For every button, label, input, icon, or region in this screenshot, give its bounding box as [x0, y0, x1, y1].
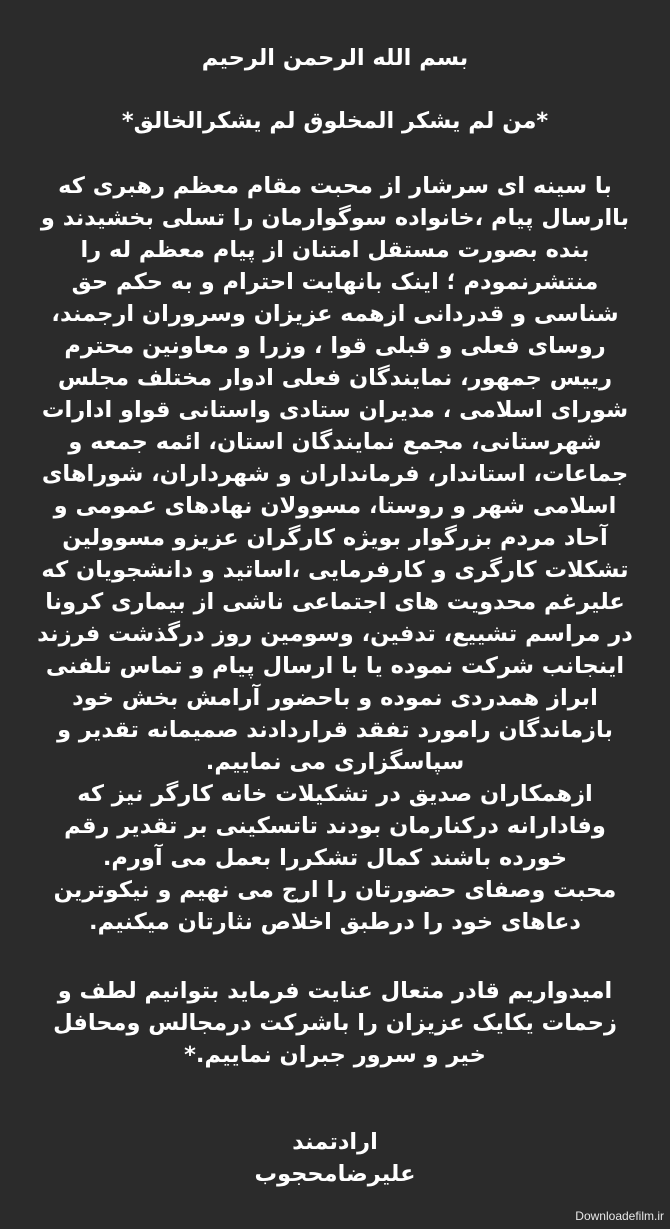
body-line: اینجانب شرکت نموده یا با ارسال پیام و تماس تلفنی	[45, 653, 625, 679]
body-line: خورده باشند کمال تشکررا بعمل می آورم.	[102, 845, 568, 871]
body-line: اسلامی شهر و روستا، مسوولان نهادهای عمومی و	[53, 493, 617, 519]
signature-title: ارادتمند	[292, 1129, 378, 1155]
body-line: ازهمکاران صدیق در تشکیلات خانه کارگر نیز که	[77, 781, 593, 807]
closing-line: امیدواریم قادر متعال عنایت فرماید بتوانیم لطف و	[57, 978, 613, 1004]
body-line: با سینه ای سرشار از محبت مقام معظم رهبری که	[58, 173, 612, 199]
body-line: محبت وصفای حضورتان را ارج می نهیم و نیکوترین	[53, 877, 617, 903]
body-line: دعاهای خود را درطبق اخلاص نثارتان میکنیم.	[89, 909, 581, 935]
body-line: جماعات، استاندار، فرمانداران و شهرداران، شوراهای	[41, 461, 629, 487]
signature-name: علیرضامحجوب	[254, 1161, 416, 1187]
body-line: بنده بصورت مستقل امتنان از پیام معظم له را	[80, 237, 590, 263]
body-line: شورای اسلامی ، مدیران ستادی واستانی قواو ادارات	[41, 397, 629, 423]
body-line: شهرستانی، مجمع نمایندگان استان، ائمه جمعه و	[68, 429, 602, 455]
closing-line: زحمات یکایک عزیزان را باشرکت درمجالس ومحافل	[53, 1010, 617, 1036]
body-line: آحاد مردم بزرگوار بویژه کارگران عزیزو مسوولین	[62, 525, 608, 551]
body-line: بازماندگان رامورد تفقد قراردادند صمیمانه تقدیر و	[57, 717, 613, 743]
body-line: ابراز همدردی نموده و باحضور آرامش بخش خود	[72, 685, 598, 711]
watermark: Downloadefilm.ir	[575, 1209, 664, 1223]
body-line: سپاسگزاری می نماییم.	[205, 749, 465, 775]
body-line: روسای فعلی و قبلی قوا ، وزرا و معاونین محترم	[64, 333, 606, 359]
body-line: باارسال پیام ،خانواده سوگوارمان را تسلی بخشیدند و	[40, 205, 630, 231]
closing-line: خیر و سرور جبران نماییم.*	[184, 1042, 486, 1068]
body-line: علیرغم محدویت های اجتماعی ناشی از بیماری کرونا	[45, 589, 625, 615]
body-line: در مراسم تشییع، تدفین، وسومین روز درگذشت فرزند	[37, 621, 633, 647]
quote-line: *من لم یشکر المخلوق لم یشکرالخالق*	[121, 108, 549, 134]
body-line: رییس جمهور، نمایندگان فعلی ادوار مختلف مجلس	[57, 365, 613, 391]
body-line: شناسی و قدردانی ازهمه عزیزان وسروران ارجمند،	[51, 301, 619, 327]
body-line: منتشرنمودم ؛ اینک بانهایت احترام و به حکم حق	[71, 269, 599, 295]
body-line: تشکلات کارگری و کارفرمایی ،اساتید و دانشجویان که	[41, 557, 629, 583]
header-line: بسم الله الرحمن الرحیم	[201, 45, 469, 71]
body-line: وفادارانه درکنارمان بودند تاتسکینی بر تقدیر رقم	[64, 813, 606, 839]
